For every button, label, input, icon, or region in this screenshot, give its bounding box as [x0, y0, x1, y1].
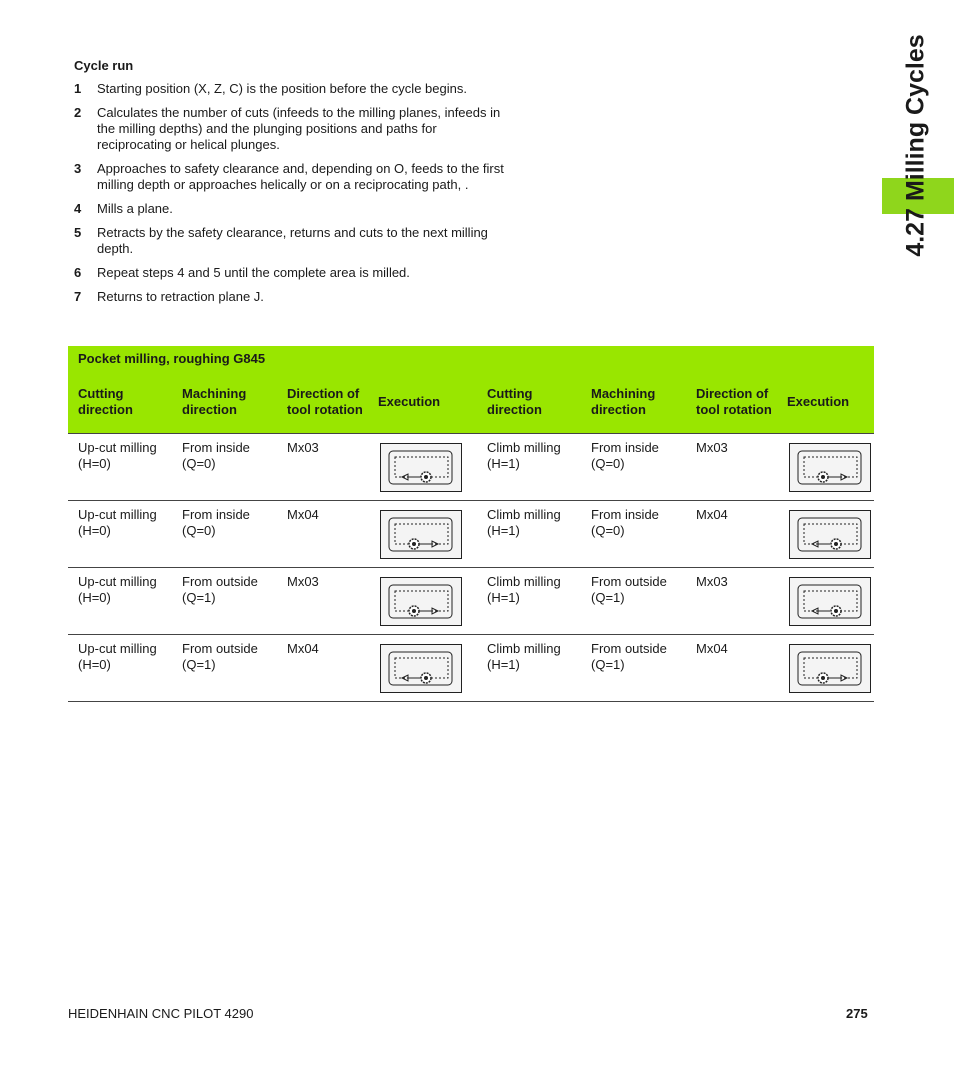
step-text: Approaches to safety clearance and, depending on O, feeds to the first milling depth or approaches helically or on a reciprocating path, .: [97, 161, 504, 192]
execution-diagram: [789, 577, 871, 626]
section-title: Cycle run: [74, 58, 134, 73]
header-execution: Execution: [787, 394, 850, 409]
execution-diagram: [380, 510, 462, 559]
execution-diagram: [789, 443, 871, 492]
header-tool-rotation: Direction of tool rotation: [287, 386, 363, 417]
step-number: 1: [74, 81, 82, 96]
machining-cell: From inside (Q=0): [591, 440, 659, 471]
table-row: [68, 500, 874, 567]
cutting-cell: Climb milling (H=1): [487, 507, 561, 538]
footer-product-name: HEIDENHAIN CNC PILOT 4290: [68, 1006, 254, 1021]
execution-diagram: [789, 644, 871, 693]
step-text: Retracts by the safety clearance, returns and cuts to the next milling depth.: [97, 225, 488, 256]
step-item: [74, 161, 514, 193]
rotation-cell: Mx03: [287, 574, 319, 589]
page-number: 275: [846, 1006, 868, 1021]
chapter-title-text: 4.27 Milling Cycles: [901, 33, 930, 257]
cutting-cell: Up-cut milling (H=0): [78, 574, 157, 605]
cutting-cell: Climb milling (H=1): [487, 641, 561, 672]
milling-table: [68, 346, 874, 702]
header-machining-direction: Machining direction: [182, 386, 247, 417]
cutting-cell: Climb milling (H=1): [487, 574, 561, 605]
step-item: [74, 265, 514, 281]
rotation-cell: Mx04: [696, 641, 728, 656]
cutting-cell: Climb milling (H=1): [487, 440, 561, 471]
execution-diagram: [380, 644, 462, 693]
machining-cell: From inside (Q=0): [182, 507, 250, 538]
step-number: 2: [74, 105, 82, 120]
rotation-cell: Mx03: [696, 574, 728, 589]
rotation-cell: Mx04: [696, 507, 728, 522]
machining-cell: From inside (Q=0): [182, 440, 250, 471]
step-item: [74, 105, 514, 153]
rotation-cell: Mx04: [287, 641, 319, 656]
header-cutting-direction: Cutting direction: [487, 386, 542, 417]
table-row: [68, 433, 874, 500]
step-number: 5: [74, 225, 82, 240]
step-number: 7: [74, 289, 82, 304]
rotation-cell: Mx03: [696, 440, 728, 455]
machining-cell: From inside (Q=0): [591, 507, 659, 538]
machining-cell: From outside (Q=1): [182, 574, 258, 605]
step-text: Starting position (X, Z, C) is the position before the cycle begins.: [97, 81, 467, 96]
step-number: 4: [74, 201, 82, 216]
table-row: [68, 634, 874, 702]
step-text: Calculates the number of cuts (infeeds to the milling planes, infeeds in the milling depths) and the plunging positions and paths for reciprocating or helical plunges.: [97, 105, 501, 152]
execution-diagram: [380, 443, 462, 492]
header-machining-direction: Machining direction: [591, 386, 656, 417]
chapter-title: [894, 10, 938, 280]
step-item: [74, 225, 514, 257]
step-number: 6: [74, 265, 82, 280]
cycle-steps-list: [74, 81, 514, 313]
header-tool-rotation: Direction of tool rotation: [696, 386, 772, 417]
header-execution: Execution: [378, 394, 441, 409]
machining-cell: From outside (Q=1): [591, 641, 667, 672]
cutting-cell: Up-cut milling (H=0): [78, 507, 157, 538]
table-header: [68, 346, 874, 433]
step-item: [74, 289, 514, 305]
header-cutting-direction: Cutting direction: [78, 386, 133, 417]
cutting-cell: Up-cut milling (H=0): [78, 641, 157, 672]
step-number: 3: [74, 161, 82, 176]
table-title: Pocket milling, roughing G845: [78, 351, 266, 366]
table-row: [68, 567, 874, 634]
machining-cell: From outside (Q=1): [182, 641, 258, 672]
step-item: [74, 201, 514, 217]
step-text: Mills a plane.: [97, 201, 173, 216]
cutting-cell: Up-cut milling (H=0): [78, 440, 157, 471]
rotation-cell: Mx04: [287, 507, 319, 522]
step-text: Returns to retraction plane J.: [97, 289, 264, 304]
execution-diagram: [789, 510, 871, 559]
step-item: [74, 81, 514, 97]
rotation-cell: Mx03: [287, 440, 319, 455]
execution-diagram: [380, 577, 462, 626]
machining-cell: From outside (Q=1): [591, 574, 667, 605]
step-text: Repeat steps 4 and 5 until the complete area is milled.: [97, 265, 410, 280]
